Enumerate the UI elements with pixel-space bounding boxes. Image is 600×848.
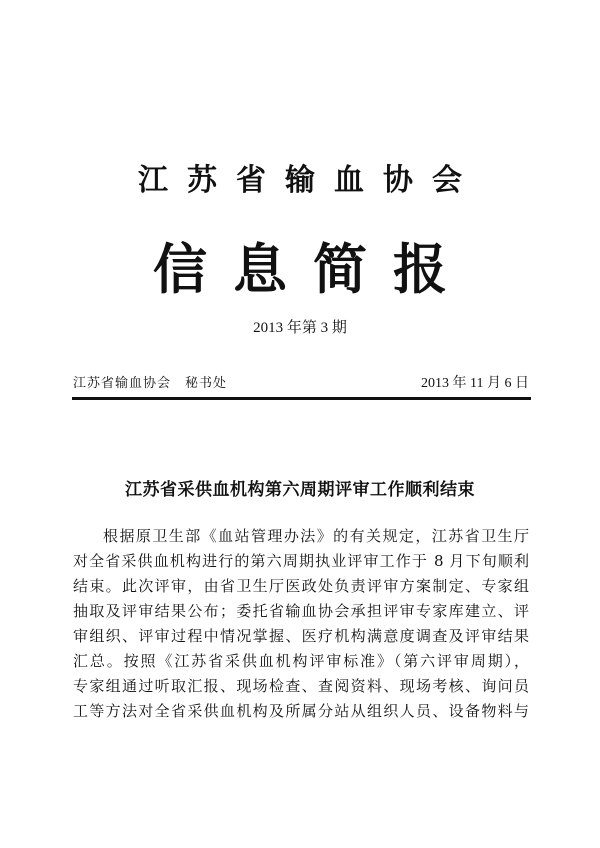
bulletin-title: 信息简报 xyxy=(153,237,473,301)
issuer-block xyxy=(73,374,227,394)
article-line: 审组织、评审过程中情况掌握、医疗机构满意度调查及评审结果 xyxy=(73,627,529,645)
organization-title: 江苏省输血协会 xyxy=(138,163,481,198)
issuer-name: 江苏省输血协会 xyxy=(73,376,172,391)
article-line: 对全省采供血机构进行的第六周期执业评审工作于 8 月下旬顺利 xyxy=(73,552,529,570)
article-line: 抽取及评审结果公布；委托省输血协会承担评审专家库建立、评 xyxy=(73,602,529,620)
article-line: 专家组通过听取汇报、现场检查、查阅资料、现场考核、询问员 xyxy=(73,677,529,695)
issuer-row xyxy=(73,374,529,394)
article-line: 工等方法对全省采供血机构及所属分站从组织人员、设备物料与 xyxy=(73,702,529,720)
article-line: 根据原卫生部《血站管理办法》的有关规定，江苏省卫生厅 xyxy=(103,527,529,545)
article-line: 结束。此次评审，由省卫生厅医政处负责评审方案制定、专家组 xyxy=(73,577,529,595)
header-divider xyxy=(72,397,531,400)
article-line: 汇总。按照《江苏省采供血机构评审标准》（第六评审周期）， xyxy=(73,652,529,670)
article-body xyxy=(73,524,529,724)
issue-date: 2013 年 11 月 6 日 xyxy=(421,376,529,391)
issuer-department: 秘书处 xyxy=(185,376,228,391)
issue-number: 2013 年第 3 期 xyxy=(253,320,347,336)
article-title: 江苏省采供血机构第六周期评审工作顺利结束 xyxy=(125,480,475,500)
